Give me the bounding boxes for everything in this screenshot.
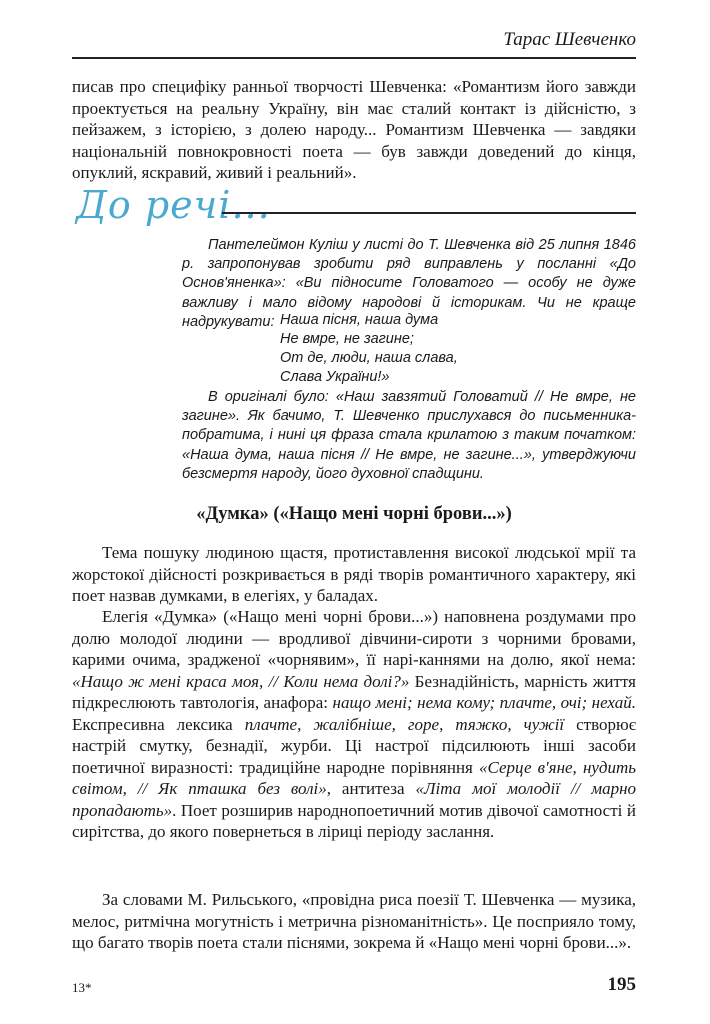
aside-rule <box>222 212 636 214</box>
header-rule <box>72 57 636 59</box>
poem-line: Не вмре, не загине; <box>280 331 414 347</box>
body-paragraph-2 <box>72 606 636 843</box>
text-run: Елегія «Думка» («Нащо мені чорні брови...») наповнена роздумами про долю молодої людини — вродливої дівчини-сироти з чорними бровами, карими очима, зрадженої «чорнявим», її нарі-каннями на долю, якої нема: <box>72 607 636 669</box>
quote-run: «Нащо ж мені краса моя, // Коли нема долі?» <box>72 671 410 691</box>
text-run: . Поет розширив народнопоетичний мотив дівочої самотності й сирітства, до якого повернеться в ліриці періоду заслання. <box>72 800 636 841</box>
body-paragraph-3: За словами М. Рильського, «провідна риса поезії Т. Шевченка — музика, мелос, ритмічна могутність і метрична різноманітність». Це посприяло тому, що багато творів поета стали піснями, зокрема й «Нащо мені чорні брови...». <box>72 890 636 952</box>
sheet-signature: 13* <box>72 980 92 995</box>
running-header-title: Тарас Шевченко <box>503 29 636 50</box>
section-title: «Думка» («Нащо мені чорні брови...») <box>196 504 512 524</box>
text-run: Експресивна лексика <box>72 714 245 734</box>
text-run: , антитеза <box>326 779 416 798</box>
poem-line: Наша пісня, наша дума <box>280 312 439 328</box>
quote-run: нащо мені; нема кому; плачте, очі; нехай. <box>332 693 636 712</box>
intro-paragraph: писав про специфіку ранньої творчості Шевченка: «Романтизм його завжди проектується на реальну Україну, він має сталий контакт із дійсністю, з пейзажем, з історією, з долею народу... Романтизм Шевченка — завдяки національній повнокровності поета — був завжди доведений до кінця, опуклий, яскравий, живий і реальний». <box>72 77 636 182</box>
page-number: 195 <box>607 974 636 995</box>
poem-line: От де, люди, наша слава, <box>280 350 458 366</box>
text-run: Безнадійність, марність життя підкреслюють тавтологія, анафора: <box>72 671 636 712</box>
poem-line: Слава України!» <box>280 369 390 385</box>
quote-run: плачте, жалібніше, горе, тяжко, чужії <box>244 714 565 734</box>
aside-paragraph-1: Пантелеймон Куліш у листі до Т. Шевченка від 25 липня 1846 р. запропонував зробити ряд виправлень у посланні «До Основ'яненка»: «Ви підносите Головатого — особу не дуже важливу і мало відому народові й історикам. Чи не краще надрукувати: <box>182 237 636 330</box>
quote-run: «Серце в'яне, нудить світом, // Як пташка без волі» <box>72 757 636 798</box>
aside-paragraph-2: В оригіналі було: «Наш завзятий Головатий // Не вмре, не загине». Як бачимо, Т. Шевченко прислухався до письменника-побратима, і нині ця фраза стала крилатою з таким початком: «Наша дума, наша пісня // Не вмре, не загине...», утверджуючи безсмертя народу, його духовної спадщини. <box>182 389 636 482</box>
text-run: створює настрій смутку, безнадії, журби. Ці настрої підсилюють інші засоби поетичної виразності: традиційне народне порівняння <box>72 714 637 777</box>
body-paragraph-1: Тема пошуку людиною щастя, протиставлення високої людської мрії та жорстокої дійсності розкривається в ряді творів романтичного характеру, які поет назвав думками, в елегіях, у баладах. <box>72 543 636 605</box>
aside-label: До речі... <box>76 183 271 227</box>
quote-run: «Літа мої молодії // марно пропадають» <box>72 779 637 820</box>
aside-poem <box>280 311 458 387</box>
